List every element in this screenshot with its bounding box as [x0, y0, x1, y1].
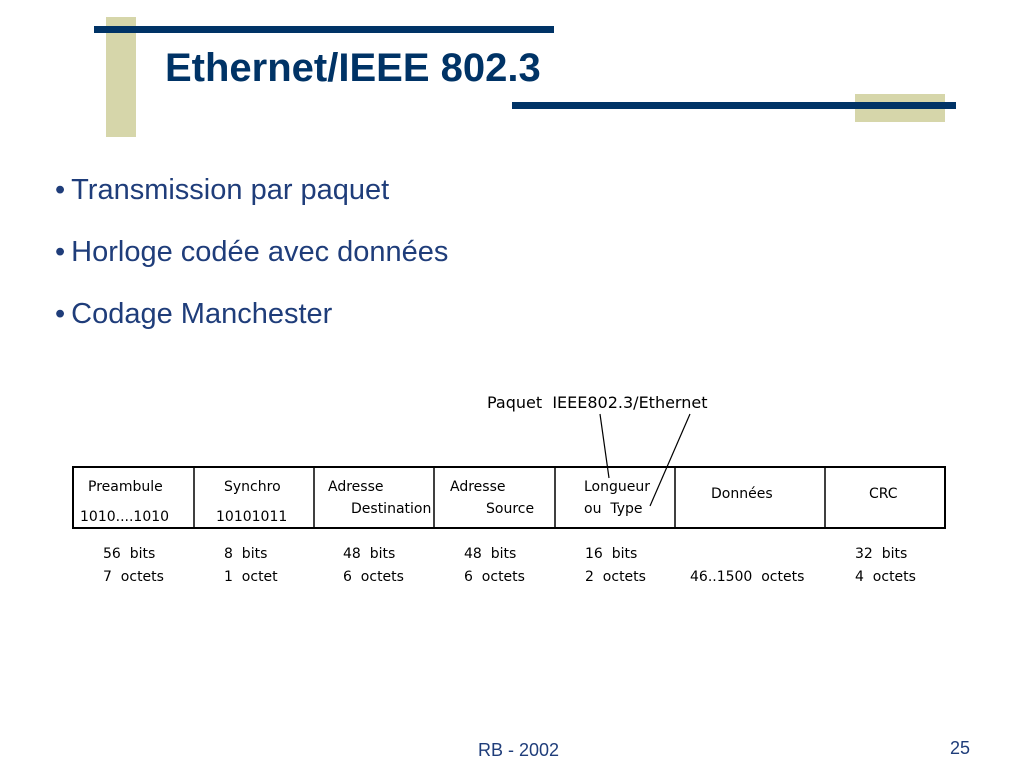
- field-length-value: ou Type: [584, 501, 643, 517]
- field-source-value: Source: [486, 501, 535, 517]
- size-octets: 6 octets: [464, 569, 525, 585]
- footer-author: RB - 2002: [478, 740, 560, 760]
- pointer-line-length: [600, 414, 609, 478]
- size-octets: 6 octets: [343, 569, 404, 585]
- diagram-caption: Paquet IEEE802.3/Ethernet: [487, 393, 708, 412]
- field-length-name: Longueur: [584, 479, 650, 495]
- size-octets: 46..1500 octets: [690, 569, 805, 585]
- size-bits: 56 bits: [103, 546, 156, 562]
- field-preambule-name: Preambule: [88, 479, 163, 495]
- size-bits: 8 bits: [224, 546, 268, 562]
- size-octets: 4 octets: [855, 569, 916, 585]
- field-preambule-value: 1010....1010: [80, 509, 170, 525]
- field-dest-value: Destination: [351, 501, 432, 517]
- page-title: Ethernet/IEEE 802.3: [165, 46, 541, 90]
- field-data-name: Données: [711, 486, 773, 502]
- size-octets: 1 octet: [224, 569, 278, 585]
- pointer-line-type: [650, 414, 690, 506]
- size-octets: 2 octets: [585, 569, 646, 585]
- size-octets: 7 octets: [103, 569, 164, 585]
- bullet-item: • Transmission par paquet: [55, 174, 390, 206]
- size-bits: 48 bits: [464, 546, 517, 562]
- size-bits: 48 bits: [343, 546, 396, 562]
- field-synchro-value: 10101011: [216, 509, 288, 525]
- frame-outline: [73, 467, 945, 528]
- field-crc-name: CRC: [869, 486, 898, 502]
- field-synchro-name: Synchro: [224, 479, 281, 495]
- field-dest-name: Adresse: [328, 479, 384, 495]
- page-number: 25: [950, 738, 971, 758]
- size-bits: 16 bits: [585, 546, 638, 562]
- field-source-name: Adresse: [450, 479, 506, 495]
- bullet-item: • Codage Manchester: [55, 298, 333, 330]
- bullet-item: • Horloge codée avec données: [55, 236, 449, 268]
- size-bits: 32 bits: [855, 546, 908, 562]
